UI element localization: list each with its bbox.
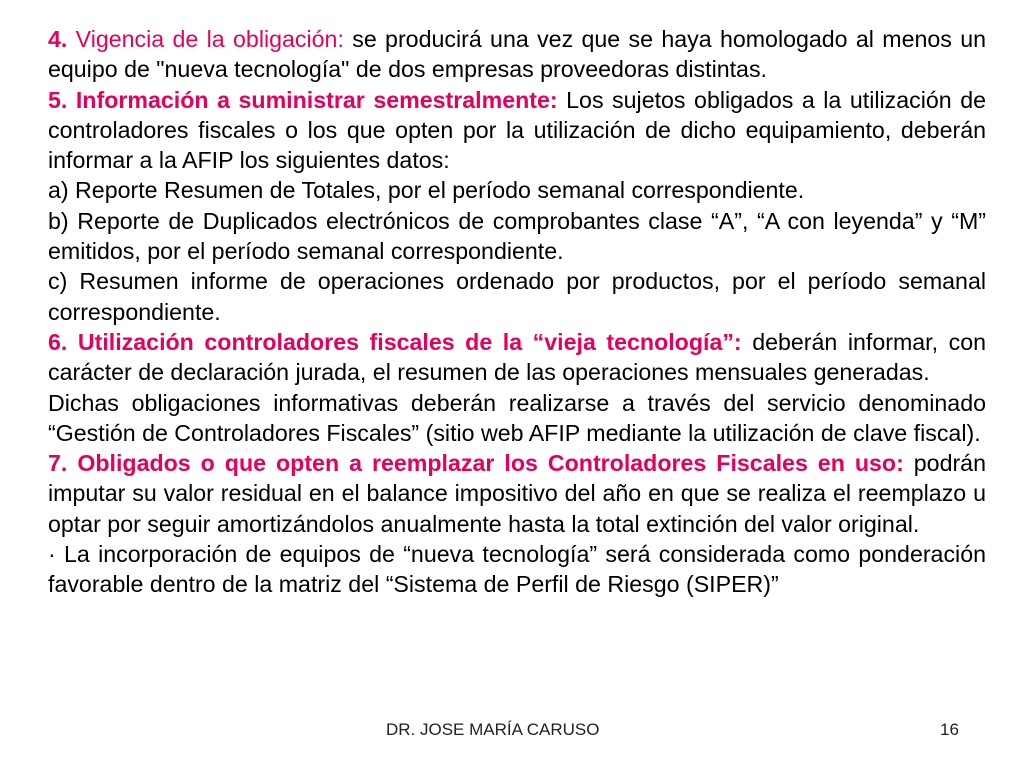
vigencia-heading: Vigencia de la obligación: bbox=[75, 26, 344, 52]
paragraph-reemplazo bbox=[48, 448, 986, 539]
reemplazo-text: podrán imputar su valor residual en el balance impositivo del año en que se realiza el reemplazo u optar por seguir amortizándolos anualmente hasta la total extinción del valor original. bbox=[48, 450, 986, 537]
paragraph-vieja-tecnologia bbox=[48, 327, 986, 388]
informacion-heading: 5. Información a suministrar semestralmente: bbox=[48, 86, 558, 113]
slide-number: 16 bbox=[940, 720, 959, 739]
vieja-tecnologia-heading: 6. Utilización controladores fiscales de la “vieja tecnología”: bbox=[48, 328, 742, 355]
list-item-a: a) Reporte Resumen de Totales, por el período semanal correspondiente. bbox=[48, 177, 805, 204]
vigencia-text: se producirá una vez que se haya homologado al menos un equipo de "nueva tecnología" de dos empresas proveedoras distintas. bbox=[48, 26, 986, 83]
list-item-c: c) Resumen informe de operaciones ordenado por productos, por el período semanal correspondiente. bbox=[48, 268, 986, 325]
paragraph-obligaciones-informativas: Dichas obligaciones informativas deberán realizarse a través del servicio denominado “Gestión de Controladores Fiscales” (sitio web AFIP mediante la utilización de clave fiscal). bbox=[48, 389, 986, 446]
vieja-tecnologia-text: deberán informar, con carácter de declaración jurada, el resumen de las operaciones mensuales generadas. bbox=[48, 328, 986, 386]
paragraph-vigencia bbox=[48, 24, 986, 85]
informacion-text: Los sujetos obligados a la utilización de controladores fiscales o los que opten por la utilización de dicho equipamiento, deberán informar a la AFIP los siguientes datos: bbox=[48, 86, 986, 174]
item-number: 4. bbox=[48, 26, 76, 52]
paragraph-informacion bbox=[48, 85, 986, 176]
paragraph-siper: · La incorporación de equipos de “nueva tecnología” será considerada como ponderación favorable dentro de la matriz del “Sistema de Perfil de Riesgo (SIPER)” bbox=[48, 541, 986, 598]
reemplazo-heading: 7. Obligados o que opten a reemplazar los Controladores Fiscales en uso: bbox=[48, 450, 904, 477]
slide-content bbox=[48, 24, 986, 600]
footer-author: DR. JOSE MARÍA CARUSO bbox=[386, 720, 600, 739]
list-item-b: b) Reporte de Duplicados electrónicos de comprobantes clase “A”, “A con leyenda” y “M” emitidos, por el período semanal correspondiente. bbox=[48, 207, 986, 265]
